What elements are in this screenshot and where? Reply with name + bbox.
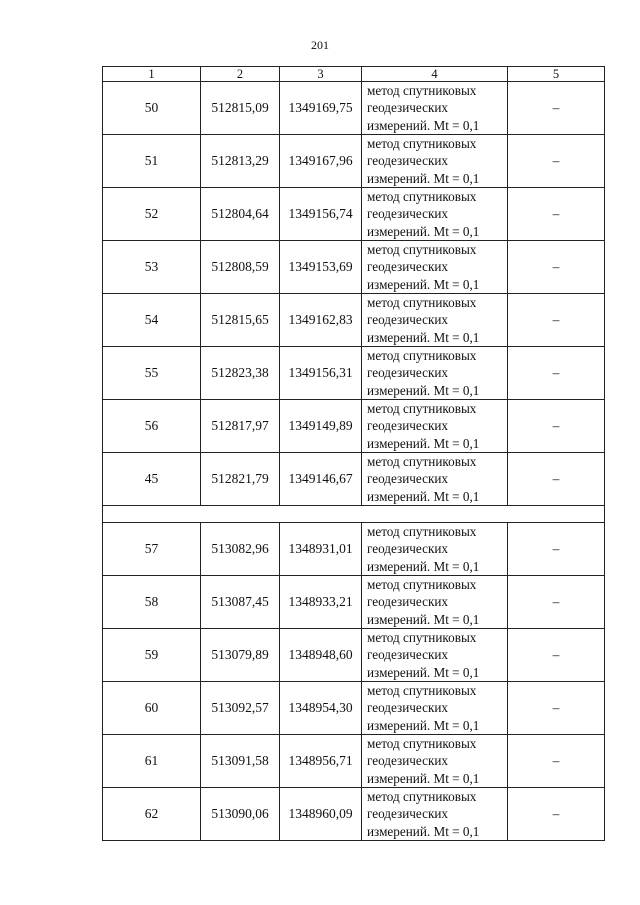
- x-coordinate-cell: 513087,45: [201, 576, 280, 629]
- method-line: метод спутниковых: [367, 683, 477, 699]
- method-line: метод спутниковых: [367, 295, 477, 311]
- method-line: метод спутниковых: [367, 136, 477, 152]
- method-line: геодезических: [367, 418, 449, 434]
- dash-cell: –: [508, 135, 605, 188]
- y-coordinate-cell: 1348960,09: [280, 788, 362, 841]
- y-coordinate-cell: 1348956,71: [280, 735, 362, 788]
- table-row: [103, 82, 605, 135]
- method-line: геодезических: [367, 700, 449, 716]
- method-line: измерений. Mt = 0,1: [367, 435, 480, 451]
- method-line: геодезических: [367, 206, 449, 222]
- table-row: [103, 735, 605, 788]
- dash-cell: –: [508, 82, 605, 135]
- method-cell: [362, 82, 508, 135]
- method-line: метод спутниковых: [367, 189, 477, 205]
- method-line: метод спутниковых: [367, 789, 477, 805]
- method-cell: [362, 188, 508, 241]
- table-row: [103, 188, 605, 241]
- method-cell: [362, 576, 508, 629]
- dash-cell: –: [508, 400, 605, 453]
- method-line: измерений. Mt = 0,1: [367, 170, 480, 186]
- method-line: измерений. Mt = 0,1: [367, 488, 480, 504]
- dash-cell: –: [508, 294, 605, 347]
- method-cell: [362, 735, 508, 788]
- method-line: геодезических: [367, 594, 449, 610]
- x-coordinate-cell: 512823,38: [201, 347, 280, 400]
- dash-cell: –: [508, 453, 605, 506]
- table-row: [103, 241, 605, 294]
- header-col-3: 3: [280, 67, 362, 82]
- method-line: измерений. Mt = 0,1: [367, 611, 480, 627]
- x-coordinate-cell: 513091,58: [201, 735, 280, 788]
- point-number-cell: 51: [103, 135, 201, 188]
- method-line: геодезических: [367, 100, 449, 116]
- method-line: геодезических: [367, 365, 449, 381]
- dash-cell: –: [508, 523, 605, 576]
- point-number-cell: 53: [103, 241, 201, 294]
- header-col-1: 1: [103, 67, 201, 82]
- point-number-cell: 57: [103, 523, 201, 576]
- point-number-cell: 59: [103, 629, 201, 682]
- table-row: [103, 523, 605, 576]
- dash-cell: –: [508, 629, 605, 682]
- method-cell: [362, 682, 508, 735]
- y-coordinate-cell: 1349146,67: [280, 453, 362, 506]
- method-line: измерений. Mt = 0,1: [367, 823, 480, 839]
- separator-cell: [103, 506, 605, 523]
- method-cell: [362, 523, 508, 576]
- method-cell: [362, 241, 508, 294]
- point-number-cell: 58: [103, 576, 201, 629]
- point-number-cell: 50: [103, 82, 201, 135]
- y-coordinate-cell: 1349156,74: [280, 188, 362, 241]
- table-row: [103, 347, 605, 400]
- method-cell: [362, 135, 508, 188]
- method-cell: [362, 400, 508, 453]
- y-coordinate-cell: 1349169,75: [280, 82, 362, 135]
- y-coordinate-cell: 1349153,69: [280, 241, 362, 294]
- page-number: 201: [311, 38, 329, 52]
- x-coordinate-cell: 513082,96: [201, 523, 280, 576]
- y-coordinate-cell: 1348948,60: [280, 629, 362, 682]
- dash-cell: –: [508, 347, 605, 400]
- table-row: [103, 682, 605, 735]
- x-coordinate-cell: 512815,65: [201, 294, 280, 347]
- separator-row: [103, 506, 605, 523]
- dash-cell: –: [508, 188, 605, 241]
- method-line: геодезических: [367, 753, 449, 769]
- point-number-cell: 60: [103, 682, 201, 735]
- point-number-cell: 54: [103, 294, 201, 347]
- x-coordinate-cell: 512815,09: [201, 82, 280, 135]
- point-number-cell: 52: [103, 188, 201, 241]
- method-line: геодезических: [367, 541, 449, 557]
- y-coordinate-cell: 1348954,30: [280, 682, 362, 735]
- table-row: [103, 576, 605, 629]
- y-coordinate-cell: 1349167,96: [280, 135, 362, 188]
- point-number-cell: 61: [103, 735, 201, 788]
- y-coordinate-cell: 1349149,89: [280, 400, 362, 453]
- dash-cell: –: [508, 735, 605, 788]
- header-col-5: 5: [508, 67, 605, 82]
- method-line: метод спутниковых: [367, 736, 477, 752]
- method-line: метод спутниковых: [367, 454, 477, 470]
- point-number-cell: 55: [103, 347, 201, 400]
- method-line: измерений. Mt = 0,1: [367, 329, 480, 345]
- dash-cell: –: [508, 241, 605, 294]
- x-coordinate-cell: 513092,57: [201, 682, 280, 735]
- table-row: [103, 453, 605, 506]
- x-coordinate-cell: 513090,06: [201, 788, 280, 841]
- x-coordinate-cell: 512808,59: [201, 241, 280, 294]
- method-line: измерений. Mt = 0,1: [367, 276, 480, 292]
- point-number-cell: 56: [103, 400, 201, 453]
- method-line: измерений. Mt = 0,1: [367, 223, 480, 239]
- method-line: измерений. Mt = 0,1: [367, 770, 480, 786]
- method-line: измерений. Mt = 0,1: [367, 717, 480, 733]
- header-col-2: 2: [201, 67, 280, 82]
- table-row: [103, 294, 605, 347]
- method-line: измерений. Mt = 0,1: [367, 558, 480, 574]
- table-row: [103, 788, 605, 841]
- method-line: метод спутниковых: [367, 83, 477, 99]
- y-coordinate-cell: 1349156,31: [280, 347, 362, 400]
- method-line: метод спутниковых: [367, 630, 477, 646]
- y-coordinate-cell: 1348933,21: [280, 576, 362, 629]
- method-line: геодезических: [367, 259, 449, 275]
- method-line: геодезических: [367, 471, 449, 487]
- method-line: метод спутниковых: [367, 242, 477, 258]
- table-row: [103, 400, 605, 453]
- point-number-cell: 62: [103, 788, 201, 841]
- method-line: геодезических: [367, 647, 449, 663]
- method-line: метод спутниковых: [367, 577, 477, 593]
- method-line: измерений. Mt = 0,1: [367, 664, 480, 680]
- x-coordinate-cell: 512821,79: [201, 453, 280, 506]
- dash-cell: –: [508, 576, 605, 629]
- header-col-4: 4: [362, 67, 508, 82]
- method-line: метод спутниковых: [367, 401, 477, 417]
- method-line: измерений. Mt = 0,1: [367, 117, 480, 133]
- x-coordinate-cell: 512804,64: [201, 188, 280, 241]
- y-coordinate-cell: 1349162,83: [280, 294, 362, 347]
- y-coordinate-cell: 1348931,01: [280, 523, 362, 576]
- x-coordinate-cell: 512817,97: [201, 400, 280, 453]
- method-cell: [362, 347, 508, 400]
- table-row: [103, 135, 605, 188]
- x-coordinate-cell: 513079,89: [201, 629, 280, 682]
- method-line: геодезических: [367, 806, 449, 822]
- header-row: [103, 67, 605, 82]
- dash-cell: –: [508, 788, 605, 841]
- method-cell: [362, 788, 508, 841]
- method-line: геодезических: [367, 153, 449, 169]
- coordinates-table: [102, 66, 605, 841]
- method-line: метод спутниковых: [367, 348, 477, 364]
- method-line: измерений. Mt = 0,1: [367, 382, 480, 398]
- method-cell: [362, 629, 508, 682]
- dash-cell: –: [508, 682, 605, 735]
- x-coordinate-cell: 512813,29: [201, 135, 280, 188]
- coordinates-table-body: [103, 67, 605, 841]
- method-cell: [362, 453, 508, 506]
- method-line: метод спутниковых: [367, 524, 477, 540]
- point-number-cell: 45: [103, 453, 201, 506]
- method-line: геодезических: [367, 312, 449, 328]
- table-row: [103, 629, 605, 682]
- method-cell: [362, 294, 508, 347]
